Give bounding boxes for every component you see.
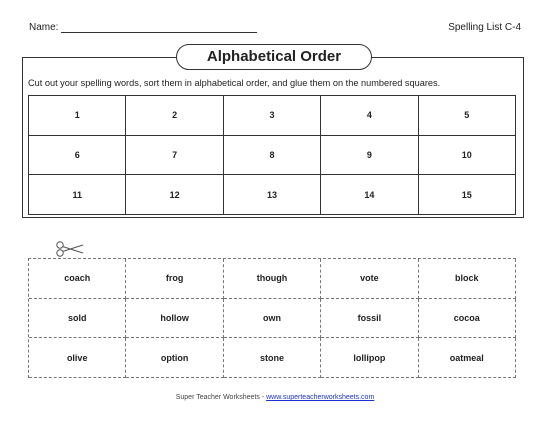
footer (0, 394, 550, 401)
word-card[interactable]: though (224, 259, 321, 299)
word-card[interactable]: fossil (321, 299, 418, 339)
word-card[interactable]: own (224, 299, 321, 339)
numbered-square: 10 (419, 136, 516, 176)
numbered-grid (28, 95, 516, 215)
word-card[interactable]: vote (321, 259, 418, 299)
numbered-square: 7 (126, 136, 223, 176)
scissors-icon (55, 240, 85, 258)
numbered-square: 9 (321, 136, 418, 176)
numbered-square: 11 (29, 175, 126, 215)
word-card[interactable]: sold (29, 299, 126, 339)
numbered-square: 4 (321, 96, 418, 136)
numbered-square: 8 (224, 136, 321, 176)
numbered-square: 6 (29, 136, 126, 176)
word-card[interactable]: lollipop (321, 338, 418, 378)
word-card[interactable]: hollow (126, 299, 223, 339)
numbered-square: 15 (419, 175, 516, 215)
word-card[interactable]: option (126, 338, 223, 378)
word-card[interactable]: frog (126, 259, 223, 299)
numbered-square: 3 (224, 96, 321, 136)
word-card[interactable]: stone (224, 338, 321, 378)
word-card[interactable]: block (419, 259, 516, 299)
name-label: Name: (29, 22, 59, 33)
numbered-square: 14 (321, 175, 418, 215)
instructions: Cut out your spelling words, sort them in alphabetical order, and glue them on the numbered squares. (28, 78, 441, 88)
word-card[interactable]: oatmeal (419, 338, 516, 378)
numbered-square: 13 (224, 175, 321, 215)
spelling-list-label: Spelling List C-4 (448, 22, 521, 33)
footer-link[interactable]: www.superteacherworksheets.com (266, 394, 375, 401)
word-card[interactable]: olive (29, 338, 126, 378)
numbered-square: 1 (29, 96, 126, 136)
numbered-square: 5 (419, 96, 516, 136)
numbered-square: 12 (126, 175, 223, 215)
word-cutout-grid (28, 258, 516, 378)
footer-text: Super Teacher Worksheets - (175, 394, 267, 401)
numbered-square: 2 (126, 96, 223, 136)
word-card[interactable]: cocoa (419, 299, 516, 339)
word-card[interactable]: coach (29, 259, 126, 299)
page-title: Alphabetical Order (176, 44, 372, 70)
name-line (61, 32, 257, 33)
